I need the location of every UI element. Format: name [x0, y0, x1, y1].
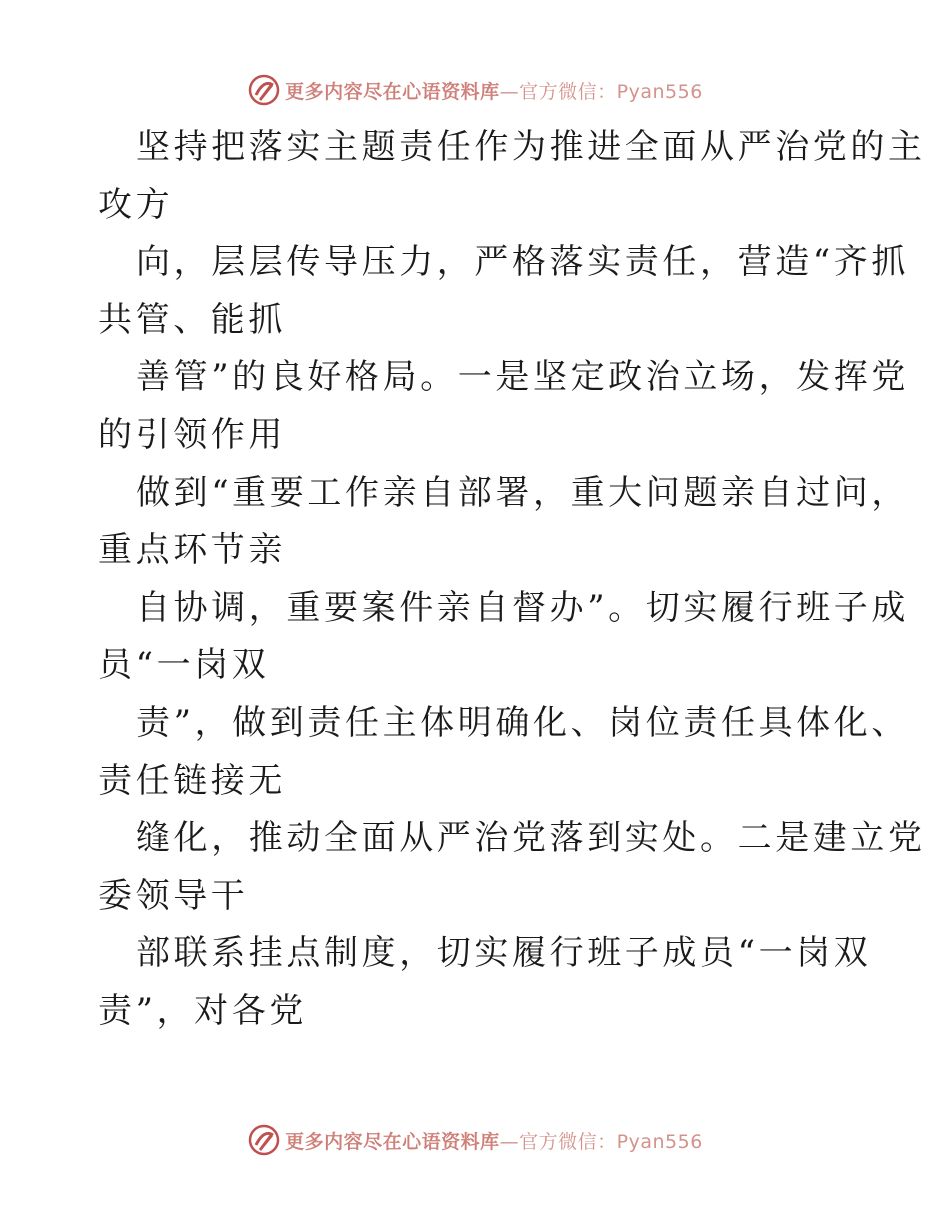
body-line-2: 攻方	[98, 184, 174, 225]
header-banner-main: 更多内容尽在心语资料库	[285, 80, 500, 103]
body-line-7: 做到“重要工作亲自部署，重大问题亲自过问，	[136, 472, 909, 513]
footer-banner-tail: 官方微信：Pyan556	[519, 1130, 703, 1153]
footer-banner-inner	[247, 1123, 703, 1157]
body-line-15: 部联系挂点制度，切实履行班子成员“一岗双	[136, 933, 872, 974]
body-line-14: 委领导干	[98, 875, 249, 916]
body-line-8: 重点环节亲	[98, 530, 286, 571]
pen-logo-icon	[247, 73, 281, 107]
body-line-11: 责”，做到责任主体明确化、岗位责任具体化、	[136, 702, 909, 743]
footer-banner-dash: —	[499, 1130, 520, 1153]
header-banner	[0, 70, 950, 110]
body-line-3: 向，层层传导压力，严格落实责任，营造“齐抓	[136, 242, 909, 283]
footer-banner-text	[285, 1127, 703, 1154]
body-line-4: 共管、能抓	[98, 299, 286, 340]
body-line-12: 责任链接无	[98, 760, 286, 801]
body-line-16: 责”，对各党	[98, 990, 307, 1031]
header-banner-text	[285, 77, 703, 104]
body-line-9: 自协调，重要案件亲自督办”。切实履行班子成	[136, 587, 909, 628]
body-line-1: 坚持把落实主题责任作为推进全面从严治党的主	[136, 127, 926, 167]
body-line-10: 员“一岗双	[98, 645, 270, 686]
header-banner-tail: 官方微信：Pyan556	[519, 80, 703, 103]
body-line-5: 善管”的良好格局。一是坚定政治立场，发挥党	[136, 357, 909, 398]
footer-banner	[0, 1120, 950, 1160]
pen-logo-icon	[247, 1123, 281, 1157]
body-line-6: 的引领作用	[98, 414, 286, 455]
header-banner-dash: —	[499, 80, 520, 103]
header-banner-inner	[247, 73, 703, 107]
footer-banner-main: 更多内容尽在心语资料库	[285, 1130, 500, 1153]
document-body	[98, 119, 926, 1041]
body-line-13: 缝化，推动全面从严治党落到实处。二是建立党	[136, 818, 926, 859]
